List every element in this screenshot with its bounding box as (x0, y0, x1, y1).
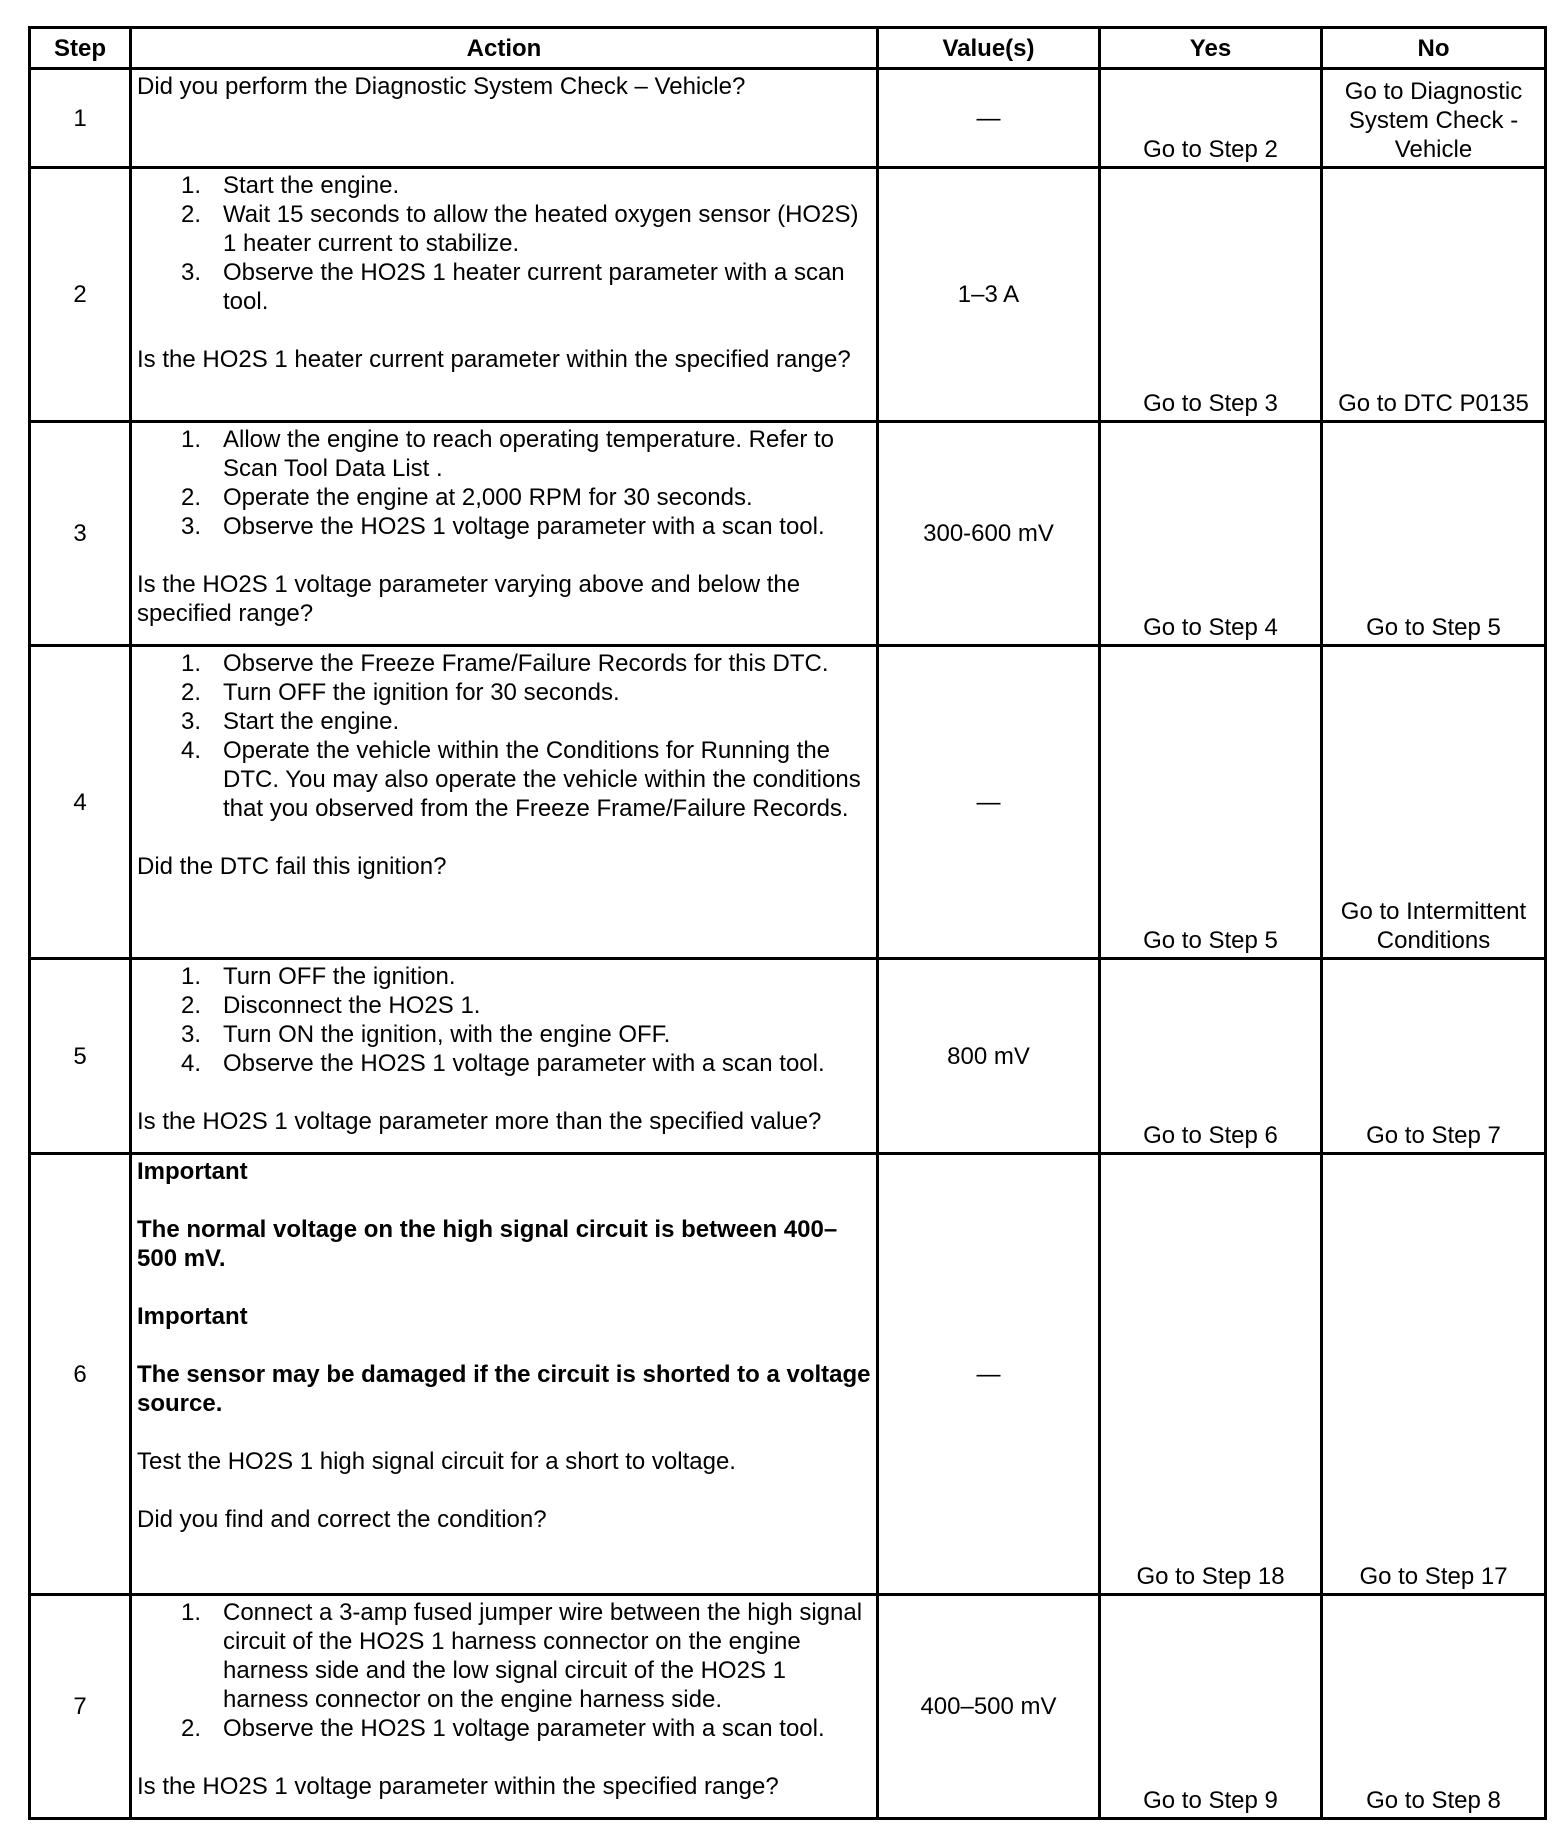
list-item: 2. Disconnect the HO2S 1. (180, 992, 481, 1019)
value-cell: — (878, 646, 1100, 959)
list-item: 1. Allow the engine to reach operating temperature. Refer to Scan Tool Data List . (180, 426, 835, 482)
table-row (30, 422, 1546, 646)
action-cell (131, 422, 878, 646)
action-cell (131, 1154, 878, 1595)
list-item: 1. Observe the Freeze Frame/Failure Records for this DTC. (180, 650, 829, 677)
yes-link[interactable]: Go to Step 4 (1100, 422, 1322, 646)
header-yes: Yes (1100, 28, 1322, 69)
yes-link[interactable]: Go to Step 18 (1100, 1154, 1322, 1595)
instruction-text: Test the HO2S 1 high signal circuit for a short to voltage. (137, 1448, 736, 1475)
value-cell: 800 mV (878, 959, 1100, 1154)
value-cell: — (878, 69, 1100, 168)
list-item: 2. Turn OFF the ignition for 30 seconds. (180, 679, 620, 706)
list-item: 2. Wait 15 seconds to allow the heated oxygen sensor (HO2S) 1 heater current to stabilize. (180, 201, 859, 257)
step-number: 3 (30, 422, 131, 646)
list-item: 2. Operate the engine at 2,000 RPM for 30 seconds. (180, 484, 753, 511)
step-number: 6 (30, 1154, 131, 1595)
step-number: 1 (30, 69, 131, 168)
action-steps-list (137, 171, 872, 316)
header-no: No (1322, 28, 1546, 69)
diagnostic-table (28, 26, 1547, 1820)
list-item: 1. Connect a 3-amp fused jumper wire between the high signal circuit of the HO2S 1 harness connector on the engine harness side and the low signal circuit of the HO2S 1 harness connector on the engine harness side. (180, 1599, 863, 1713)
action-steps-list (137, 649, 872, 823)
header-action: Action (131, 28, 878, 69)
action-cell (131, 69, 878, 168)
value-cell: 300-600 mV (878, 422, 1100, 646)
step-number: 7 (30, 1595, 131, 1819)
question-text: Is the HO2S 1 voltage parameter varying above and below the specified range? (137, 571, 801, 627)
table-row (30, 69, 1546, 168)
list-item: 4. Observe the HO2S 1 voltage parameter with a scan tool. (180, 1050, 825, 1077)
important-label: Important (137, 1303, 248, 1330)
action-steps-list (137, 962, 872, 1078)
list-item: 3. Observe the HO2S 1 voltage parameter with a scan tool. (180, 513, 825, 540)
question-text: Is the HO2S 1 heater current parameter within the specified range? (137, 346, 851, 373)
diagnostic-table-wrapper (28, 26, 1547, 1820)
list-item: 3. Observe the HO2S 1 heater current parameter with a scan tool. (180, 259, 845, 315)
table-row (30, 959, 1546, 1154)
value-cell: 400–500 mV (878, 1595, 1100, 1819)
question-text: Did you find and correct the condition? (137, 1506, 547, 1533)
question-text: Did you perform the Diagnostic System Check – Vehicle? (137, 73, 746, 100)
table-row (30, 168, 1546, 422)
important-note: The sensor may be damaged if the circuit is shorted to a voltage source. (137, 1361, 871, 1417)
header-values: Value(s) (878, 28, 1100, 69)
list-item: 1. Start the engine. (180, 172, 400, 199)
table-row (30, 1595, 1546, 1819)
list-item: 4. Operate the vehicle within the Conditions for Running the DTC. You may also operate the vehicle within the conditions that you observed from the Freeze Frame/Failure Records. (180, 737, 861, 822)
yes-link[interactable]: Go to Step 6 (1100, 959, 1322, 1154)
step-number: 5 (30, 959, 131, 1154)
value-cell: — (878, 1154, 1100, 1595)
list-item: 3. Start the engine. (180, 708, 400, 735)
important-note: The normal voltage on the high signal circuit is between 400–500 mV. (137, 1216, 838, 1272)
action-cell (131, 959, 878, 1154)
no-link[interactable]: Go to DTC P0135 (1322, 168, 1546, 422)
list-item: 3. Turn ON the ignition, with the engine OFF. (180, 1021, 671, 1048)
no-link[interactable]: Go to Diagnostic System Check - Vehicle (1322, 69, 1546, 168)
action-cell (131, 168, 878, 422)
table-row (30, 646, 1546, 959)
action-steps-list (137, 425, 872, 541)
yes-link[interactable]: Go to Step 2 (1100, 69, 1322, 168)
no-link[interactable]: Go to Step 17 (1322, 1154, 1546, 1595)
yes-link[interactable]: Go to Step 3 (1100, 168, 1322, 422)
action-cell (131, 646, 878, 959)
action-cell (131, 1595, 878, 1819)
list-item: 1. Turn OFF the ignition. (180, 963, 456, 990)
value-cell: 1–3 A (878, 168, 1100, 422)
no-link[interactable]: Go to Step 8 (1322, 1595, 1546, 1819)
header-step: Step (30, 28, 131, 69)
header-row (30, 28, 1546, 69)
no-link[interactable]: Go to Step 7 (1322, 959, 1546, 1154)
step-number: 4 (30, 646, 131, 959)
step-number: 2 (30, 168, 131, 422)
question-text: Is the HO2S 1 voltage parameter more than the specified value? (137, 1108, 822, 1135)
no-link[interactable]: Go to Intermittent Conditions (1322, 646, 1546, 959)
yes-link[interactable]: Go to Step 9 (1100, 1595, 1322, 1819)
list-item: 2. Observe the HO2S 1 voltage parameter with a scan tool. (180, 1715, 825, 1742)
yes-link[interactable]: Go to Step 5 (1100, 646, 1322, 959)
action-steps-list (137, 1598, 872, 1743)
important-label: Important (137, 1158, 248, 1185)
question-text: Did the DTC fail this ignition? (137, 853, 447, 880)
table-row (30, 1154, 1546, 1595)
question-text: Is the HO2S 1 voltage parameter within the specified range? (137, 1773, 779, 1800)
no-link[interactable]: Go to Step 5 (1322, 422, 1546, 646)
